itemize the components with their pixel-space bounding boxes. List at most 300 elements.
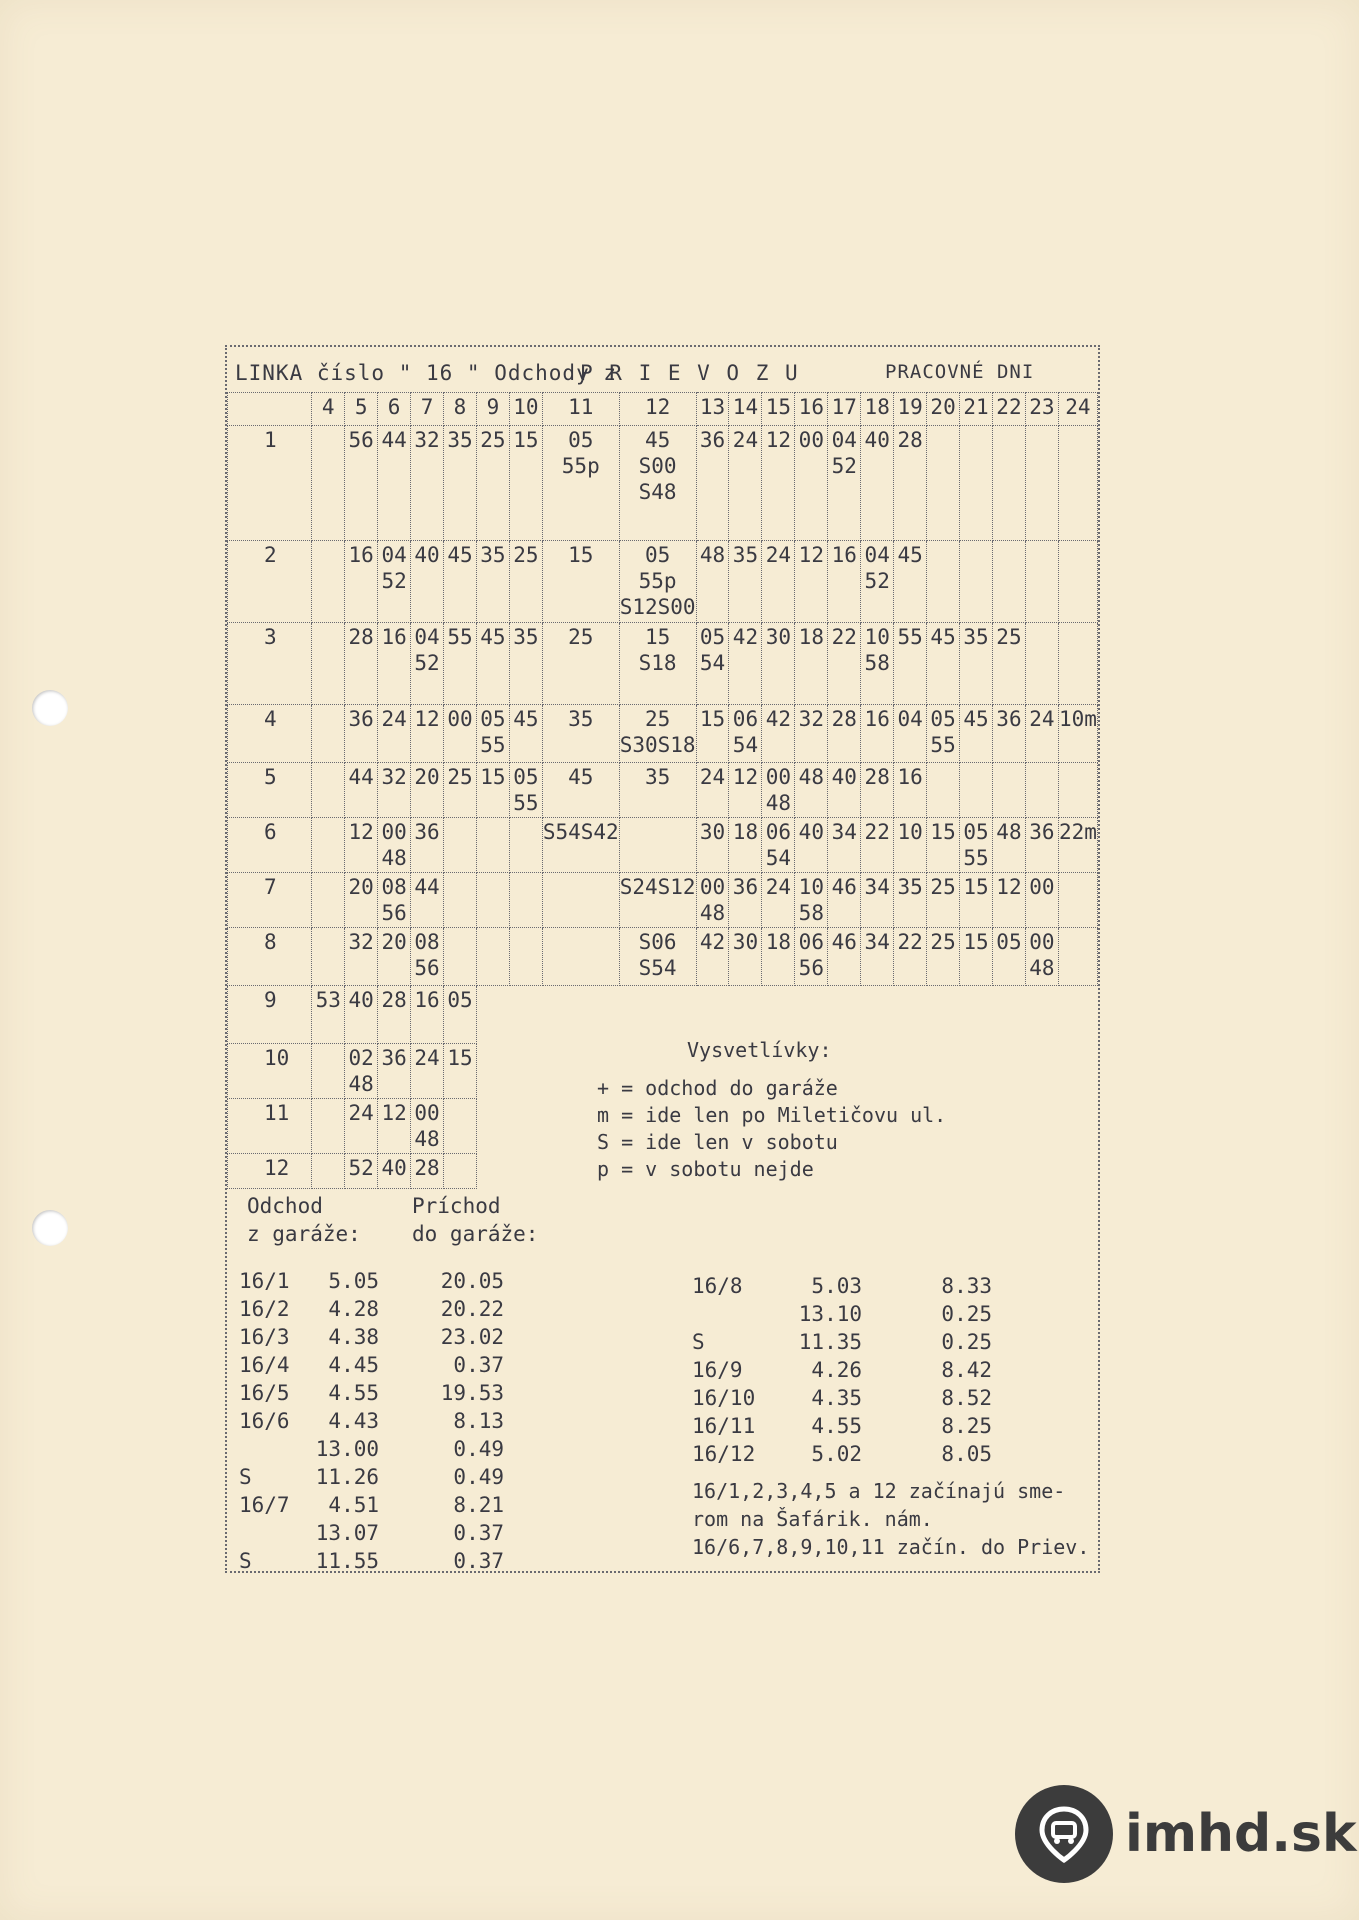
departure-minutes: 12	[992, 873, 1025, 928]
departure-minutes: 05 55	[476, 705, 509, 763]
departure-minutes: 16	[894, 763, 927, 818]
departure-minutes: 24	[411, 1044, 444, 1099]
departure-minutes: 36	[696, 426, 729, 541]
departure-minutes	[927, 763, 960, 818]
departure-minutes	[444, 1099, 477, 1154]
departure-minutes	[312, 873, 345, 928]
departure-minutes: 18	[762, 928, 795, 986]
garage-row	[239, 1519, 504, 1547]
departure-minutes: 35	[444, 426, 477, 541]
departure-minutes: 35	[619, 763, 696, 818]
departure-minutes: 24	[345, 1099, 378, 1154]
garage-departure-time: 4.43	[328, 1409, 379, 1433]
departure-minutes: 32	[411, 426, 444, 541]
departure-minutes: 45	[509, 705, 542, 763]
departure-minutes	[542, 928, 619, 986]
departure-minutes: 00 48	[762, 763, 795, 818]
departure-minutes: 04 52	[378, 541, 411, 623]
garage-departure-time: 5.02	[811, 1442, 862, 1466]
garage-arrival-time: 0.25	[941, 1302, 992, 1326]
departure-minutes: 40	[795, 818, 828, 873]
departure-minutes	[312, 1099, 345, 1154]
garage-departure-time: 11.35	[798, 1330, 862, 1354]
garage-row	[692, 1384, 992, 1412]
bus-pin-icon	[1015, 1785, 1113, 1883]
departure-minutes	[476, 873, 509, 928]
departure-minutes: 25 S30S18	[619, 705, 696, 763]
garage-row	[239, 1435, 504, 1463]
course-number: 6	[228, 818, 312, 873]
garage-course: S	[239, 1465, 252, 1489]
departure-minutes: 40	[378, 1154, 411, 1189]
departure-minutes: 28	[345, 623, 378, 705]
departure-minutes: 06 54	[729, 705, 762, 763]
departure-minutes	[509, 818, 542, 873]
departure-minutes: 48	[696, 541, 729, 623]
garage-arrival-time: 20.05	[440, 1269, 504, 1293]
course-row	[228, 986, 1098, 1044]
garage-row	[239, 1463, 504, 1491]
garage-course: 16/12	[692, 1442, 756, 1466]
departure-minutes	[476, 818, 509, 873]
hour-header: 22	[992, 393, 1025, 426]
garage-course: 16/4	[239, 1353, 290, 1377]
departure-minutes: 16	[345, 541, 378, 623]
departure-minutes	[1058, 928, 1097, 986]
departure-minutes	[1058, 763, 1097, 818]
day-type: PRACOVNÉ DNI	[885, 361, 1035, 383]
departure-minutes: 40	[411, 541, 444, 623]
departure-minutes: 10 58	[795, 873, 828, 928]
departure-minutes	[992, 426, 1025, 541]
departure-minutes: 08 56	[411, 928, 444, 986]
hour-header: 14	[729, 393, 762, 426]
departure-minutes: 22m	[1058, 818, 1097, 873]
garage-departure-time: 4.35	[811, 1386, 862, 1410]
course-number: 7	[228, 873, 312, 928]
departure-minutes: 15	[960, 928, 993, 986]
departure-minutes: 25	[927, 928, 960, 986]
garage-row	[692, 1412, 992, 1440]
departure-minutes: 22	[861, 818, 894, 873]
departure-minutes: 24	[762, 541, 795, 623]
course-number: 3	[228, 623, 312, 705]
garage-departure-time: 4.55	[811, 1414, 862, 1438]
departure-minutes: 00 48	[411, 1099, 444, 1154]
stop-name: P R I E V O Z U	[580, 361, 800, 385]
departure-minutes: 05 54	[696, 623, 729, 705]
departure-minutes	[444, 1154, 477, 1189]
departure-minutes: 18	[795, 623, 828, 705]
departure-minutes: 15 S18	[619, 623, 696, 705]
course-row	[228, 426, 1098, 541]
departure-minutes: 40	[828, 763, 861, 818]
hour-header: 24	[1058, 393, 1097, 426]
garage-course: 16/10	[692, 1386, 756, 1410]
course-number: 10	[228, 1044, 312, 1099]
departure-minutes: 05 55	[927, 705, 960, 763]
departure-minutes	[927, 426, 960, 541]
departure-minutes: 10m	[1058, 705, 1097, 763]
departure-minutes: 16	[411, 986, 444, 1044]
route-notes	[692, 1477, 1089, 1561]
punch-hole-top	[32, 690, 68, 726]
departure-minutes: 22	[828, 623, 861, 705]
garage-departure-time: 5.05	[328, 1269, 379, 1293]
legend-items	[597, 1075, 946, 1183]
departure-minutes: 35	[476, 541, 509, 623]
departure-minutes: 05 55p S12S00	[619, 541, 696, 623]
course-row	[228, 928, 1098, 986]
departure-minutes: 15	[509, 426, 542, 541]
garage-row	[692, 1272, 992, 1300]
garage-departure-time: 5.03	[811, 1274, 862, 1298]
hour-header: 7	[411, 393, 444, 426]
departure-minutes	[619, 818, 696, 873]
departure-minutes: 45	[476, 623, 509, 705]
garage-arrival-time: 19.53	[440, 1381, 504, 1405]
hour-header: 19	[894, 393, 927, 426]
garage-arrival-time: 0.49	[453, 1437, 504, 1461]
departure-minutes: 40	[345, 986, 378, 1044]
departure-minutes	[312, 928, 345, 986]
course-number: 2	[228, 541, 312, 623]
departure-minutes: 20	[378, 928, 411, 986]
departure-minutes: 36	[992, 705, 1025, 763]
departure-minutes: 32	[795, 705, 828, 763]
garage-course: 16/7	[239, 1493, 290, 1517]
departure-minutes: 45	[894, 541, 927, 623]
departure-minutes	[1058, 426, 1097, 541]
garage-course: 16/3	[239, 1325, 290, 1349]
departure-minutes	[1058, 623, 1097, 705]
departure-minutes	[1025, 541, 1058, 623]
legend-item: p = v sobotu nejde	[597, 1157, 814, 1181]
departure-minutes: 12	[729, 763, 762, 818]
departure-minutes: 36	[411, 818, 444, 873]
garage-departure-time: 13.10	[798, 1302, 862, 1326]
departure-minutes: 55	[444, 623, 477, 705]
departure-minutes: 25	[542, 623, 619, 705]
departure-minutes: 45	[542, 763, 619, 818]
departure-minutes: 42	[762, 705, 795, 763]
garage-arrival-heading	[412, 1192, 538, 1248]
brand-name: imhd.sk	[1125, 1804, 1357, 1864]
departure-minutes: 30	[729, 928, 762, 986]
garage-arrival-time: 0.37	[453, 1549, 504, 1573]
course-number: 5	[228, 763, 312, 818]
garage-course: 16/2	[239, 1297, 290, 1321]
departure-minutes: 36	[1025, 818, 1058, 873]
departure-minutes: 48	[795, 763, 828, 818]
departure-minutes: 04 52	[828, 426, 861, 541]
departure-minutes: 45	[960, 705, 993, 763]
departure-minutes	[312, 818, 345, 873]
departure-minutes: 48	[992, 818, 1025, 873]
garage-row	[692, 1328, 992, 1356]
hour-header: 6	[378, 393, 411, 426]
course-row	[228, 705, 1098, 763]
timetable-sheet	[225, 345, 1100, 1573]
departure-minutes: 05	[992, 928, 1025, 986]
departure-minutes	[1025, 623, 1058, 705]
garage-row	[239, 1547, 504, 1575]
departure-minutes: 12	[378, 1099, 411, 1154]
garage-row	[239, 1323, 504, 1351]
departure-minutes: 04	[894, 705, 927, 763]
departure-minutes	[312, 1154, 345, 1189]
course-number: 1	[228, 426, 312, 541]
departure-minutes: 25	[927, 873, 960, 928]
garage-departure-time: 4.26	[811, 1358, 862, 1382]
departure-minutes: 30	[696, 818, 729, 873]
garage-departure-time: 4.28	[328, 1297, 379, 1321]
departure-minutes: 15	[696, 705, 729, 763]
legend-item: S = ide len v sobotu	[597, 1130, 838, 1154]
departure-minutes: 45	[444, 541, 477, 623]
note-line: rom na Šafárik. nám.	[692, 1507, 933, 1531]
departure-minutes	[509, 873, 542, 928]
departure-minutes: 04 52	[411, 623, 444, 705]
timetable-title	[235, 355, 1085, 395]
departure-minutes: 28	[861, 763, 894, 818]
legend-item: + = odchod do garáže	[597, 1076, 838, 1100]
garage-departure-time: 4.55	[328, 1381, 379, 1405]
garage-arrival-time: 8.52	[941, 1386, 992, 1410]
departure-minutes: 02 48	[345, 1044, 378, 1099]
note-line: 16/6,7,8,9,10,11 začín. do Priev.	[692, 1535, 1090, 1559]
departure-minutes: 12	[795, 541, 828, 623]
departure-minutes: 00	[444, 705, 477, 763]
departure-minutes: 36	[378, 1044, 411, 1099]
departure-minutes	[960, 426, 993, 541]
course-row	[228, 873, 1098, 928]
departure-minutes: 36	[345, 705, 378, 763]
departure-minutes	[1058, 541, 1097, 623]
departure-minutes: 46	[828, 873, 861, 928]
garage-arrival-time: 0.37	[453, 1521, 504, 1545]
garage-arrival-time: 8.25	[941, 1414, 992, 1438]
departure-minutes	[992, 763, 1025, 818]
garage-course: 16/6	[239, 1409, 290, 1433]
garage-course: 16/11	[692, 1414, 756, 1438]
garage-departure-time: 11.55	[315, 1549, 379, 1573]
departure-label-line1: Odchod	[247, 1194, 323, 1218]
departure-minutes: 12	[345, 818, 378, 873]
hour-header: 18	[861, 393, 894, 426]
departure-minutes	[992, 541, 1025, 623]
departure-minutes: 05 55p	[542, 426, 619, 541]
departure-minutes: 05 55	[960, 818, 993, 873]
departure-minutes: 55	[894, 623, 927, 705]
garage-course: 16/1	[239, 1269, 290, 1293]
departure-minutes	[960, 763, 993, 818]
garage-departure-time: 13.00	[315, 1437, 379, 1461]
hour-header: 17	[828, 393, 861, 426]
garage-arrival-time: 0.37	[453, 1353, 504, 1377]
departure-minutes: 34	[828, 818, 861, 873]
hour-header: 4	[312, 393, 345, 426]
departure-minutes: 24	[762, 873, 795, 928]
course-number: 11	[228, 1099, 312, 1154]
departure-minutes: S54S42	[542, 818, 619, 873]
hour-header-row	[228, 393, 1098, 426]
hour-header: 10	[509, 393, 542, 426]
departure-minutes	[1058, 873, 1097, 928]
departure-minutes: 00 48	[378, 818, 411, 873]
departure-minutes: 44	[378, 426, 411, 541]
departure-minutes: 53	[312, 986, 345, 1044]
departure-minutes: 22	[894, 928, 927, 986]
departure-minutes: 06 54	[762, 818, 795, 873]
departure-minutes: 25	[509, 541, 542, 623]
departure-minutes	[476, 928, 509, 986]
course-row	[228, 541, 1098, 623]
departure-minutes: 10	[894, 818, 927, 873]
departure-minutes: 15	[444, 1044, 477, 1099]
garage-arrival-time: 8.13	[453, 1409, 504, 1433]
departure-minutes: 24	[378, 705, 411, 763]
departure-minutes	[312, 1044, 345, 1099]
garage-departure-time: 4.51	[328, 1493, 379, 1517]
departure-minutes	[1025, 426, 1058, 541]
garage-arrival-time: 0.25	[941, 1330, 992, 1354]
departure-minutes: 06 56	[795, 928, 828, 986]
garage-row	[692, 1300, 992, 1328]
garage-course	[692, 1300, 777, 1328]
garage-row	[692, 1440, 992, 1468]
hour-header: 20	[927, 393, 960, 426]
departure-minutes: 28	[378, 986, 411, 1044]
course-row	[228, 818, 1098, 873]
legend-title: Vysvetlívky:	[687, 1038, 832, 1062]
departure-minutes: 20	[411, 763, 444, 818]
departure-minutes: 42	[729, 623, 762, 705]
departure-minutes	[312, 763, 345, 818]
departure-minutes: 00	[795, 426, 828, 541]
course-row	[228, 623, 1098, 705]
departure-minutes: 32	[378, 763, 411, 818]
garage-departure-time: 11.26	[315, 1465, 379, 1489]
course-number: 12	[228, 1154, 312, 1189]
departure-minutes	[312, 541, 345, 623]
departure-minutes	[542, 873, 619, 928]
garage-row	[239, 1351, 504, 1379]
departure-minutes	[509, 928, 542, 986]
departure-minutes: 16	[828, 541, 861, 623]
departure-label-line2: z garáže:	[247, 1222, 361, 1246]
garage-arrival-time: 23.02	[440, 1325, 504, 1349]
garage-course	[239, 1435, 314, 1463]
departure-minutes: 42	[696, 928, 729, 986]
departure-minutes	[444, 928, 477, 986]
garage-row	[239, 1491, 504, 1519]
departure-minutes: 35	[542, 705, 619, 763]
departure-minutes: 28	[828, 705, 861, 763]
departure-minutes	[444, 818, 477, 873]
garage-course: 16/9	[692, 1358, 743, 1382]
departure-minutes: 28	[411, 1154, 444, 1189]
hour-header: 9	[476, 393, 509, 426]
departure-minutes	[1025, 763, 1058, 818]
departure-minutes	[312, 623, 345, 705]
garage-course: 16/5	[239, 1381, 290, 1405]
departure-minutes: 05 55	[509, 763, 542, 818]
departure-minutes: 44	[345, 763, 378, 818]
hour-header: 8	[444, 393, 477, 426]
header-corner	[228, 393, 312, 426]
garage-course	[239, 1519, 314, 1547]
hour-header: 11	[542, 393, 619, 426]
departure-minutes: 30	[762, 623, 795, 705]
departure-table	[227, 392, 1098, 1189]
garage-times-left	[239, 1267, 504, 1575]
arrival-label-line1: Príchod	[412, 1194, 501, 1218]
course-number: 8	[228, 928, 312, 986]
garage-times-right	[692, 1272, 992, 1468]
departure-minutes: 04 52	[861, 541, 894, 623]
departure-minutes: 34	[861, 873, 894, 928]
departure-minutes: 24	[729, 426, 762, 541]
departure-minutes: 46	[828, 928, 861, 986]
garage-row	[239, 1379, 504, 1407]
departure-minutes: 34	[861, 928, 894, 986]
punch-hole-bottom	[32, 1210, 68, 1246]
departure-minutes: S06 S54	[619, 928, 696, 986]
departure-minutes: 24	[1025, 705, 1058, 763]
departure-minutes: 16	[861, 705, 894, 763]
departure-minutes: 35	[960, 623, 993, 705]
garage-arrival-time: 8.42	[941, 1358, 992, 1382]
departure-minutes: 25	[992, 623, 1025, 705]
departure-minutes: 32	[345, 928, 378, 986]
departure-minutes: 52	[345, 1154, 378, 1189]
departure-minutes: 35	[894, 873, 927, 928]
departure-minutes: 10 58	[861, 623, 894, 705]
hour-header: 21	[960, 393, 993, 426]
garage-course: S	[239, 1549, 252, 1573]
departure-minutes: 36	[729, 873, 762, 928]
departure-minutes: 12	[762, 426, 795, 541]
departure-minutes: 40	[861, 426, 894, 541]
course-number: 9	[228, 986, 312, 1044]
departure-minutes: 05	[444, 986, 477, 1044]
departure-minutes: 25	[444, 763, 477, 818]
garage-row	[239, 1295, 504, 1323]
departure-minutes: 28	[894, 426, 927, 541]
departure-minutes	[312, 705, 345, 763]
hour-header: 13	[696, 393, 729, 426]
departure-minutes: 15	[927, 818, 960, 873]
garage-departure-time: 13.07	[315, 1521, 379, 1545]
departure-minutes: 18	[729, 818, 762, 873]
departure-minutes: 00 48	[696, 873, 729, 928]
departure-minutes: 25	[476, 426, 509, 541]
garage-departure-heading	[247, 1192, 361, 1248]
arrival-label-line2: do garáže:	[412, 1222, 539, 1246]
legend-item: m = ide len po Miletičovu ul.	[597, 1103, 947, 1127]
departure-minutes	[444, 873, 477, 928]
departure-minutes: S24S12	[619, 873, 696, 928]
departure-minutes: 16	[378, 623, 411, 705]
departure-minutes: 24	[696, 763, 729, 818]
garage-row	[239, 1267, 504, 1295]
garage-departure-time: 4.38	[328, 1325, 379, 1349]
departure-minutes: 35	[509, 623, 542, 705]
departure-minutes: 45 S00 S48	[619, 426, 696, 541]
line-label: LINKA číslo " 16 " Odchody z	[235, 361, 618, 385]
departure-minutes: 35	[729, 541, 762, 623]
